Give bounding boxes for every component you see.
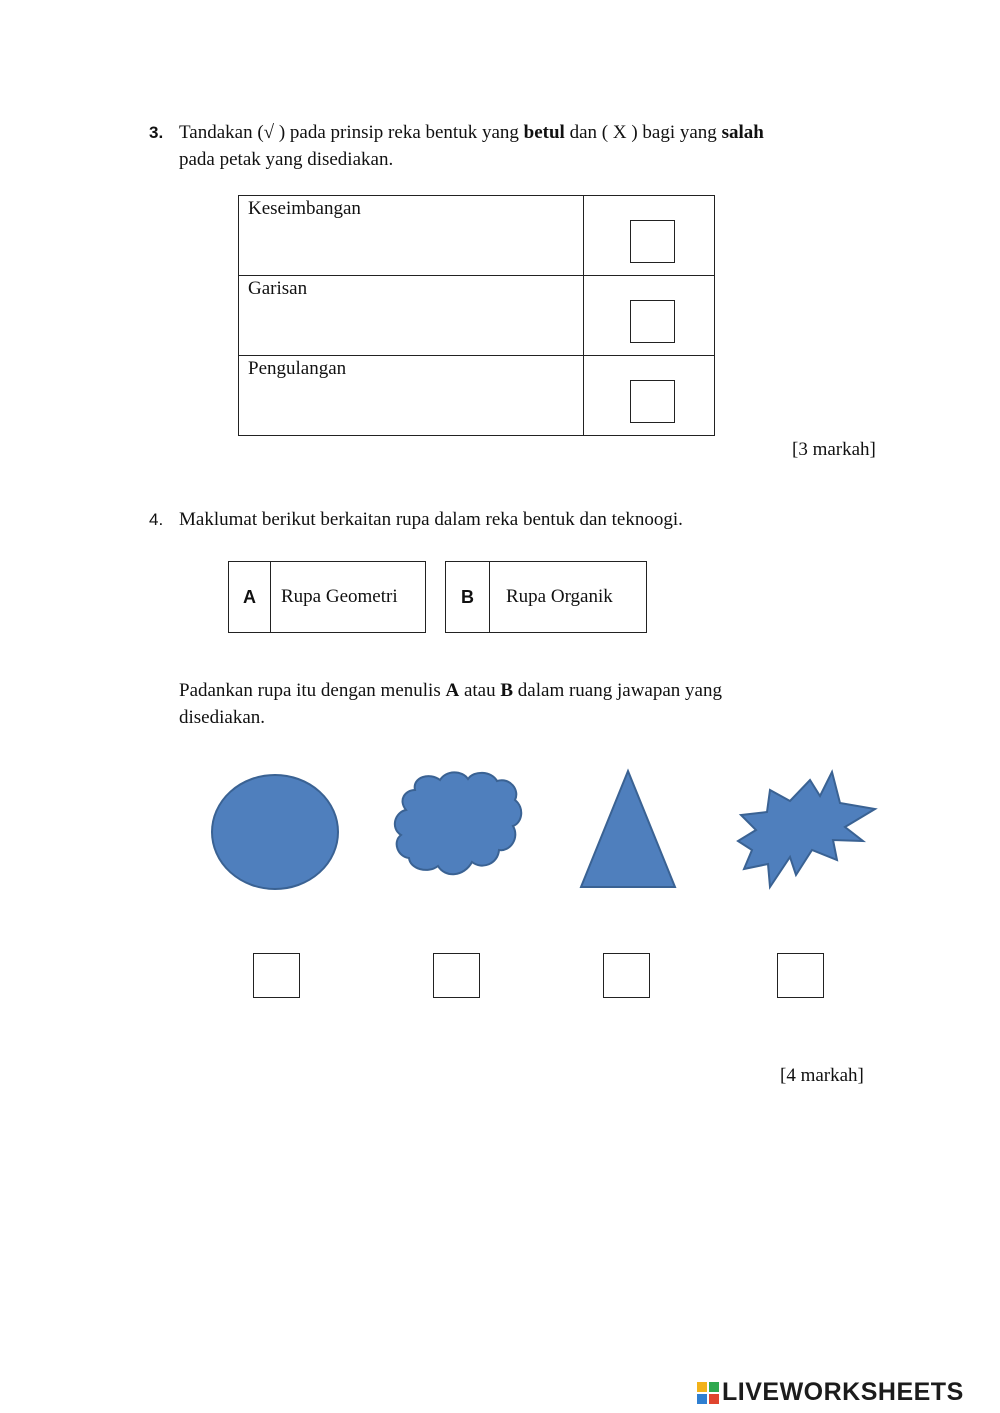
q3-row-label: Keseimbangan [239,196,584,276]
q3-row-label: Garisan [239,276,584,356]
option-text: Rupa Geometri [281,586,398,607]
q3-number: 3. [149,123,164,142]
q3-intro-a: Tandakan (√ ) pada prinsip reka bentuk yang [179,122,524,143]
liveworksheets-logo-icon [697,1382,719,1404]
q4-bold-b: B [500,680,514,701]
q4-answer-box-cloud[interactable] [433,953,480,998]
q4-instr-a: Padankan rupa itu dengan menulis [179,680,446,701]
q4-instr-b: atau [459,680,501,701]
logo-text: LIVEWORKSHEETS [722,1378,964,1406]
q4-marks: [4 markah] [780,1065,864,1086]
option-text: Rupa Organik [506,586,613,607]
q4-instr-c: dalam ruang jawapan yang [513,680,722,701]
q4-instr-line2: disediakan. [179,707,266,728]
explosion-shape [738,772,875,887]
q3-bold-wrong: salah [721,122,764,143]
q4-answer-box-triangle[interactable] [603,953,650,998]
q4-bold-a: A [445,680,460,701]
q4-intro: Maklumat berikut berkaitan rupa dalam reka bentuk dan teknoogi. [179,509,683,530]
q4-number: 4. [149,510,164,529]
circle-shape [212,775,338,889]
cloud-shape [395,772,521,874]
q3-marks: [3 markah] [792,439,876,460]
q3-intro-b: dan ( X ) bagi yang [564,122,722,143]
liveworksheets-logo [697,1378,964,1407]
q3-row-label: Pengulangan [239,356,584,436]
option-letter: B [446,562,490,632]
q3-bold-correct: betul [523,122,565,143]
q3-line2: pada petak yang disediakan. [179,149,394,170]
option-letter: A [229,562,271,632]
q4-answer-box-explosion[interactable] [777,953,824,998]
triangle-shape [581,771,675,887]
q4-answer-box-circle[interactable] [253,953,300,998]
